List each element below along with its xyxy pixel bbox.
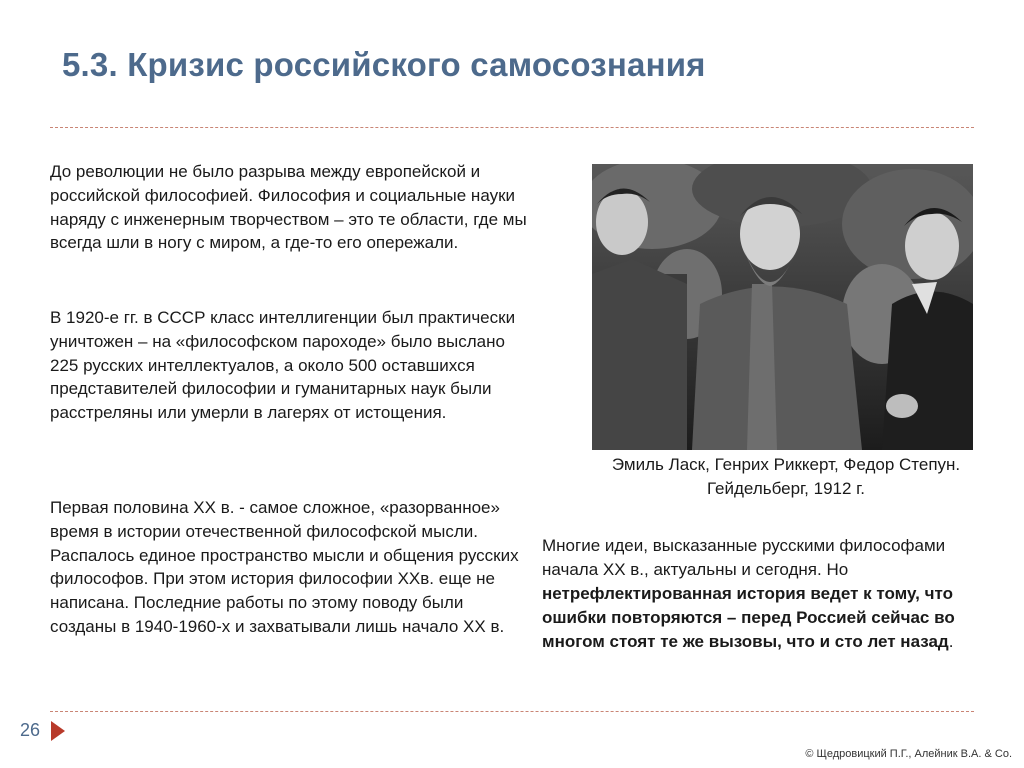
copyright-notice: © Щедровицкий П.Г., Алейник В.А. & Co. (805, 748, 1012, 760)
photo-illustration (592, 164, 973, 450)
paragraph-conclusion (542, 534, 992, 654)
photo-caption (570, 453, 1002, 501)
conclusion-end: . (948, 632, 954, 651)
historical-photo (592, 164, 973, 450)
paragraph-first-half-20th-century: Первая половина ХХ в. - самое сложное, «разорванное» время в истории отечественной философской мысли. Распалось единое пространство мысли и общения русских философов. При этом история философии ХХв. еще не написана. Последние работы по этому поводу были созданы в 1940-1960-х и захватывали лишь начало ХХ в. (50, 498, 519, 636)
paragraph-1920s: В 1920-е гг. в СССР класс интеллигенции был практически уничтожен – на «философском пароходе» было выслано 225 русских интеллектуалов, а около 500 оставшихся представителей философии и гуманитарных наук были расстреляны или умерли в лагерях от истощения. (50, 308, 516, 423)
paragraph-revolution: До революции не было разрыва между европейской и российской философией. Философия и социальные науки наряду с инженерным творчеством – это те области, где мы всегда шли в ногу с миром, а где-то его опережали. (50, 162, 527, 253)
page-number: 26 (20, 720, 41, 740)
caption-line-1: Эмиль Ласк, Генрих Риккерт, Федор Степун. (611, 455, 961, 474)
conclusion-emphasis: нетрефлектированная история ведет к тому, что ошибки повторяются – перед Россией сейчас во многом стоят те же вызовы, что и сто лет назад (542, 584, 955, 651)
conclusion-plain-text: Многие идеи, высказанные русскими философами начала ХХ в., актуальны и сегодня. Но (542, 536, 946, 579)
bottom-divider (50, 711, 974, 712)
page-arrow-icon (51, 721, 65, 741)
slide-title: 5.3. Кризис российского самосознания (62, 46, 706, 83)
top-divider (50, 127, 974, 128)
caption-line-2: Гейдельберг, 1912 г. (706, 479, 866, 498)
